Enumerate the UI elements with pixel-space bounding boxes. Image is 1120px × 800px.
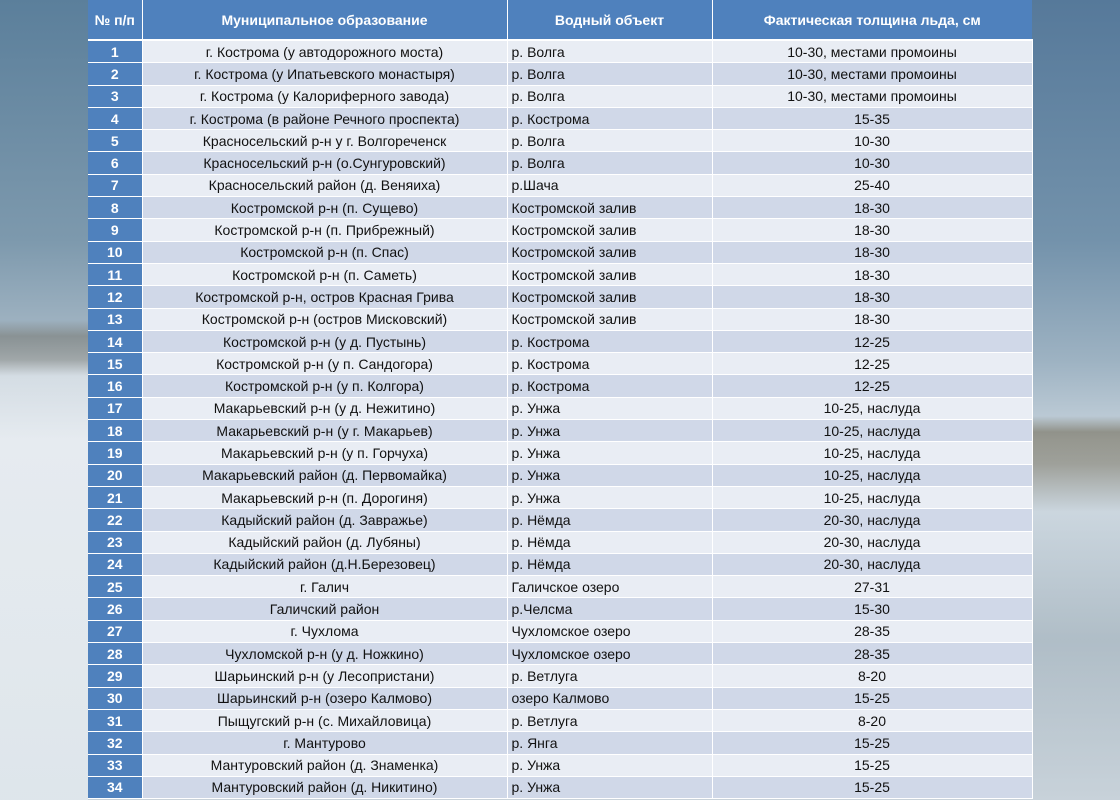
water-body-cell: р. Унжа bbox=[507, 397, 712, 419]
ice-thickness-table bbox=[88, 0, 1033, 799]
row-number: 20 bbox=[88, 464, 142, 486]
table-row bbox=[88, 85, 1032, 107]
table-row bbox=[88, 241, 1032, 263]
row-number: 22 bbox=[88, 509, 142, 531]
row-number: 13 bbox=[88, 308, 142, 330]
water-body-cell: р. Кострома bbox=[507, 353, 712, 375]
header-ice-thickness: Фактическая толщина льда, см bbox=[712, 0, 1032, 40]
table-row bbox=[88, 732, 1032, 754]
municipality-cell: г. Кострома (в районе Речного проспекта) bbox=[142, 107, 507, 129]
row-number: 14 bbox=[88, 330, 142, 352]
ice-thickness-cell: 25-40 bbox=[712, 174, 1032, 196]
row-number: 17 bbox=[88, 397, 142, 419]
municipality-cell: Костромской р-н (п. Спас) bbox=[142, 241, 507, 263]
water-body-cell: р. Волга bbox=[507, 130, 712, 152]
row-number: 19 bbox=[88, 442, 142, 464]
municipality-cell: г. Галич bbox=[142, 576, 507, 598]
ice-thickness-cell: 10-30 bbox=[712, 152, 1032, 174]
municipality-cell: Макарьевский р-н (у п. Горчуха) bbox=[142, 442, 507, 464]
row-number: 15 bbox=[88, 353, 142, 375]
ice-thickness-cell: 18-30 bbox=[712, 197, 1032, 219]
municipality-cell: г. Кострома (у автодорожного моста) bbox=[142, 40, 507, 63]
table-row bbox=[88, 509, 1032, 531]
water-body-cell: р. Унжа bbox=[507, 776, 712, 798]
municipality-cell: г. Кострома (у Ипатьевского монастыря) bbox=[142, 63, 507, 85]
municipality-cell: г. Чухлома bbox=[142, 620, 507, 642]
municipality-cell: Галичский район bbox=[142, 598, 507, 620]
table-row bbox=[88, 665, 1032, 687]
table-row bbox=[88, 620, 1032, 642]
table-row bbox=[88, 353, 1032, 375]
municipality-cell: Красносельский район (д. Веняиха) bbox=[142, 174, 507, 196]
water-body-cell: р. Ветлуга bbox=[507, 709, 712, 731]
ice-thickness-cell: 15-25 bbox=[712, 776, 1032, 798]
water-body-cell: Чухломское озеро bbox=[507, 643, 712, 665]
municipality-cell: Макарьевский р-н (у г. Макарьев) bbox=[142, 420, 507, 442]
ice-thickness-cell: 10-30 bbox=[712, 130, 1032, 152]
row-number: 12 bbox=[88, 286, 142, 308]
water-body-cell: р.Шача bbox=[507, 174, 712, 196]
row-number: 9 bbox=[88, 219, 142, 241]
ice-thickness-table-container bbox=[88, 0, 1032, 799]
ice-thickness-cell: 10-25, наслуда bbox=[712, 420, 1032, 442]
table-row bbox=[88, 687, 1032, 709]
municipality-cell: Шарьинский р-н (озеро Калмово) bbox=[142, 687, 507, 709]
water-body-cell: Костромской залив bbox=[507, 286, 712, 308]
water-body-cell: Костромской залив bbox=[507, 197, 712, 219]
table-row bbox=[88, 598, 1032, 620]
municipality-cell: Костромской р-н (п. Прибрежный) bbox=[142, 219, 507, 241]
row-number: 23 bbox=[88, 531, 142, 553]
ice-thickness-cell: 27-31 bbox=[712, 576, 1032, 598]
row-number: 30 bbox=[88, 687, 142, 709]
water-body-cell: р. Нёмда bbox=[507, 531, 712, 553]
table-row bbox=[88, 219, 1032, 241]
water-body-cell: р. Кострома bbox=[507, 107, 712, 129]
header-municipality: Муниципальное образование bbox=[142, 0, 507, 40]
ice-thickness-cell: 8-20 bbox=[712, 709, 1032, 731]
ice-thickness-cell: 18-30 bbox=[712, 286, 1032, 308]
table-row bbox=[88, 197, 1032, 219]
row-number: 10 bbox=[88, 241, 142, 263]
water-body-cell: р.Челсма bbox=[507, 598, 712, 620]
row-number: 1 bbox=[88, 40, 142, 63]
municipality-cell: Кадыйский район (д. Завражье) bbox=[142, 509, 507, 531]
water-body-cell: р. Унжа bbox=[507, 754, 712, 776]
water-body-cell: р. Волга bbox=[507, 63, 712, 85]
row-number: 33 bbox=[88, 754, 142, 776]
table-row bbox=[88, 375, 1032, 397]
municipality-cell: Красносельский р-н (о.Сунгуровский) bbox=[142, 152, 507, 174]
row-number: 31 bbox=[88, 709, 142, 731]
ice-thickness-cell: 10-25, наслуда bbox=[712, 397, 1032, 419]
row-number: 11 bbox=[88, 263, 142, 285]
municipality-cell: Костромской р-н (п. Сущево) bbox=[142, 197, 507, 219]
table-row bbox=[88, 420, 1032, 442]
row-number: 25 bbox=[88, 576, 142, 598]
municipality-cell: Шарьинский р-н (у Лесопристани) bbox=[142, 665, 507, 687]
table-row bbox=[88, 442, 1032, 464]
municipality-cell: г. Кострома (у Калориферного завода) bbox=[142, 85, 507, 107]
ice-thickness-cell: 12-25 bbox=[712, 330, 1032, 352]
row-number: 4 bbox=[88, 107, 142, 129]
row-number: 18 bbox=[88, 420, 142, 442]
header-num: № п/п bbox=[88, 0, 142, 40]
ice-thickness-cell: 28-35 bbox=[712, 643, 1032, 665]
ice-thickness-cell: 15-25 bbox=[712, 732, 1032, 754]
table-row bbox=[88, 130, 1032, 152]
table-row bbox=[88, 40, 1032, 63]
row-number: 26 bbox=[88, 598, 142, 620]
ice-thickness-cell: 10-30, местами промоины bbox=[712, 40, 1032, 63]
table-row bbox=[88, 709, 1032, 731]
municipality-cell: Костромской р-н (у п. Сандогора) bbox=[142, 353, 507, 375]
table-row bbox=[88, 531, 1032, 553]
water-body-cell: р. Волга bbox=[507, 152, 712, 174]
row-number: 34 bbox=[88, 776, 142, 798]
water-body-cell: р. Унжа bbox=[507, 464, 712, 486]
water-body-cell: озеро Калмово bbox=[507, 687, 712, 709]
municipality-cell: Костромской р-н (п. Саметь) bbox=[142, 263, 507, 285]
ice-thickness-cell: 10-25, наслуда bbox=[712, 464, 1032, 486]
ice-thickness-cell: 15-25 bbox=[712, 754, 1032, 776]
ice-thickness-cell: 15-25 bbox=[712, 687, 1032, 709]
municipality-cell: Макарьевский район (д. Первомайка) bbox=[142, 464, 507, 486]
ice-thickness-cell: 10-25, наслуда bbox=[712, 442, 1032, 464]
water-body-cell: Костромской залив bbox=[507, 241, 712, 263]
water-body-cell: р. Кострома bbox=[507, 375, 712, 397]
municipality-cell: Костромской р-н, остров Красная Грива bbox=[142, 286, 507, 308]
table-row bbox=[88, 553, 1032, 575]
municipality-cell: Мантуровский район (д. Знаменка) bbox=[142, 754, 507, 776]
ice-thickness-cell: 12-25 bbox=[712, 375, 1032, 397]
table-row bbox=[88, 308, 1032, 330]
table-row bbox=[88, 286, 1032, 308]
row-number: 27 bbox=[88, 620, 142, 642]
table-row bbox=[88, 152, 1032, 174]
municipality-cell: Красносельский р-н у г. Волгореченск bbox=[142, 130, 507, 152]
row-number: 28 bbox=[88, 643, 142, 665]
water-body-cell: р. Унжа bbox=[507, 442, 712, 464]
ice-thickness-cell: 20-30, наслуда bbox=[712, 553, 1032, 575]
table-row bbox=[88, 397, 1032, 419]
ice-thickness-cell: 15-30 bbox=[712, 598, 1032, 620]
ice-thickness-cell: 12-25 bbox=[712, 353, 1032, 375]
row-number: 7 bbox=[88, 174, 142, 196]
water-body-cell: р. Янга bbox=[507, 732, 712, 754]
municipality-cell: Костромской р-н (остров Мисковский) bbox=[142, 308, 507, 330]
municipality-cell: Мантуровский район (д. Никитино) bbox=[142, 776, 507, 798]
water-body-cell: р. Нёмда bbox=[507, 553, 712, 575]
ice-thickness-cell: 18-30 bbox=[712, 263, 1032, 285]
ice-thickness-cell: 18-30 bbox=[712, 241, 1032, 263]
row-number: 5 bbox=[88, 130, 142, 152]
row-number: 24 bbox=[88, 553, 142, 575]
municipality-cell: г. Мантурово bbox=[142, 732, 507, 754]
water-body-cell: Костромской залив bbox=[507, 308, 712, 330]
ice-thickness-cell: 18-30 bbox=[712, 308, 1032, 330]
water-body-cell: р. Унжа bbox=[507, 420, 712, 442]
water-body-cell: р. Унжа bbox=[507, 486, 712, 508]
header-water-body: Водный объект bbox=[507, 0, 712, 40]
ice-thickness-cell: 15-35 bbox=[712, 107, 1032, 129]
water-body-cell: р. Кострома bbox=[507, 330, 712, 352]
row-number: 3 bbox=[88, 85, 142, 107]
ice-thickness-cell: 20-30, наслуда bbox=[712, 531, 1032, 553]
municipality-cell: Костромской р-н (у п. Колгора) bbox=[142, 375, 507, 397]
table-row bbox=[88, 576, 1032, 598]
table-row bbox=[88, 330, 1032, 352]
ice-thickness-cell: 20-30, наслуда bbox=[712, 509, 1032, 531]
municipality-cell: Костромской р-н (у д. Пустынь) bbox=[142, 330, 507, 352]
row-number: 6 bbox=[88, 152, 142, 174]
water-body-cell: р. Волга bbox=[507, 40, 712, 63]
table-row bbox=[88, 263, 1032, 285]
row-number: 32 bbox=[88, 732, 142, 754]
table-row bbox=[88, 486, 1032, 508]
ice-thickness-cell: 8-20 bbox=[712, 665, 1032, 687]
row-number: 16 bbox=[88, 375, 142, 397]
table-body bbox=[88, 40, 1032, 799]
table-row bbox=[88, 643, 1032, 665]
water-body-cell: Костромской залив bbox=[507, 263, 712, 285]
ice-thickness-cell: 18-30 bbox=[712, 219, 1032, 241]
municipality-cell: Кадыйский район (д.Н.Березовец) bbox=[142, 553, 507, 575]
water-body-cell: Костромской залив bbox=[507, 219, 712, 241]
ice-thickness-cell: 10-30, местами промоины bbox=[712, 63, 1032, 85]
table-row bbox=[88, 107, 1032, 129]
row-number: 29 bbox=[88, 665, 142, 687]
municipality-cell: Макарьевский р-н (у д. Нежитино) bbox=[142, 397, 507, 419]
water-body-cell: р. Волга bbox=[507, 85, 712, 107]
header-row bbox=[88, 0, 1032, 40]
municipality-cell: Пыщугский р-н (с. Михайловица) bbox=[142, 709, 507, 731]
row-number: 8 bbox=[88, 197, 142, 219]
table-row bbox=[88, 776, 1032, 798]
water-body-cell: Чухломское озеро bbox=[507, 620, 712, 642]
municipality-cell: Кадыйский район (д. Лубяны) bbox=[142, 531, 507, 553]
water-body-cell: р. Ветлуга bbox=[507, 665, 712, 687]
table-row bbox=[88, 174, 1032, 196]
ice-thickness-cell: 10-30, местами промоины bbox=[712, 85, 1032, 107]
table-row bbox=[88, 63, 1032, 85]
table-row bbox=[88, 464, 1032, 486]
background-photo-left bbox=[0, 0, 88, 800]
row-number: 2 bbox=[88, 63, 142, 85]
ice-thickness-cell: 10-25, наслуда bbox=[712, 486, 1032, 508]
background-photo-right bbox=[1031, 0, 1120, 800]
water-body-cell: р. Нёмда bbox=[507, 509, 712, 531]
ice-thickness-cell: 28-35 bbox=[712, 620, 1032, 642]
row-number: 21 bbox=[88, 486, 142, 508]
municipality-cell: Макарьевский р-н (п. Дорогиня) bbox=[142, 486, 507, 508]
table-header bbox=[88, 0, 1032, 40]
water-body-cell: Галичское озеро bbox=[507, 576, 712, 598]
table-row bbox=[88, 754, 1032, 776]
municipality-cell: Чухломской р-н (у д. Ножкино) bbox=[142, 643, 507, 665]
